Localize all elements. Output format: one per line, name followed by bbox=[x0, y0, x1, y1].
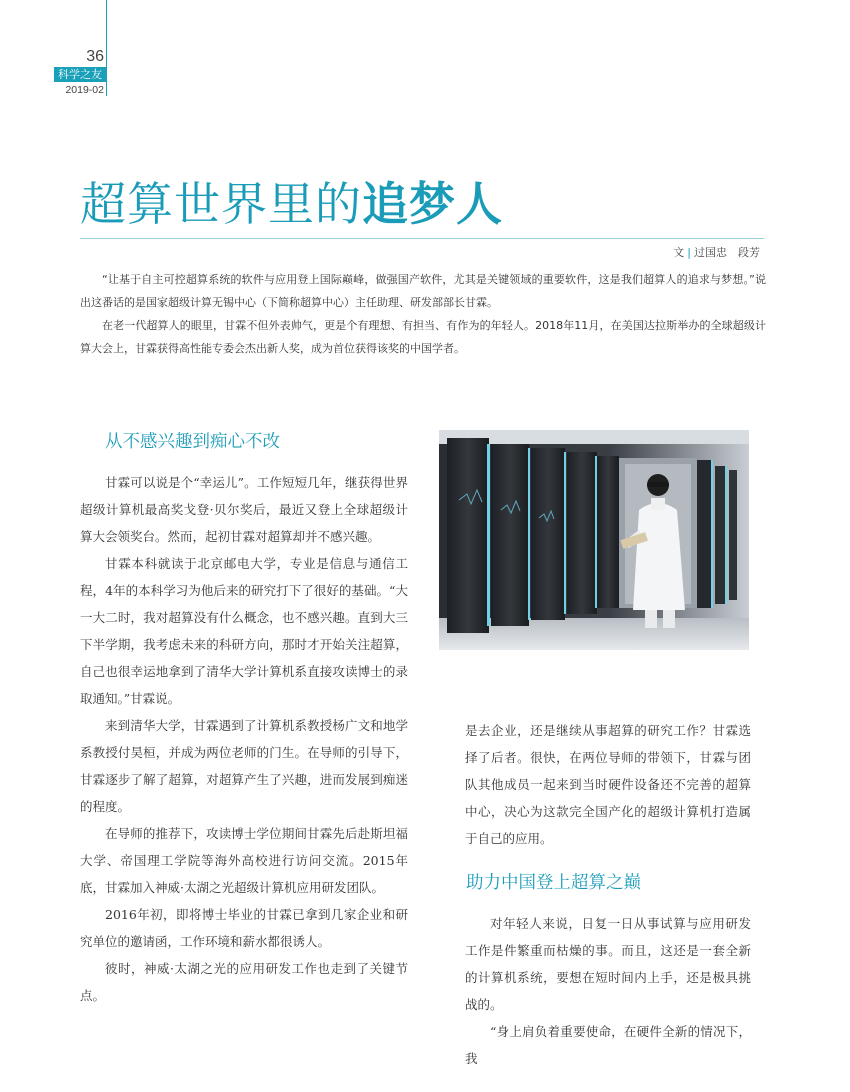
byline bbox=[673, 244, 760, 260]
lead-paragraph: 在老一代超算人的眼里，甘霖不但外表帅气，更是个有理想、有担当、有作为的年轻人。2018年11月，在美国达拉斯举办的全球超级计算大会上，甘霖获得高性能专委会杰出新人奖，成为首位获得该奖的中国学者。 bbox=[80, 319, 766, 355]
magazine-name: 科学之友 bbox=[54, 67, 106, 82]
body-paragraph: 在导师的推荐下，攻读博士学位期间甘霖先后赴斯坦福大学、帝国理工学院等海外高校进行访问交流。2015年底，甘霖加入神威·太湖之光超级计算机应用研发团队。 bbox=[80, 826, 408, 895]
body-paragraph: 2016年初，即将博士毕业的甘霖已拿到几家企业和研究单位的邀请函，工作环境和薪水都很诱人。 bbox=[80, 907, 408, 949]
article-title-light: 超算世界里的 bbox=[80, 177, 362, 231]
photo-illustration bbox=[439, 430, 749, 650]
header-vertical-rule bbox=[106, 0, 107, 96]
title-divider bbox=[80, 238, 764, 239]
body-paragraph: 彼时，神威·太湖之光的应用研发工作也走到了关键节点。 bbox=[80, 961, 408, 1003]
article-title bbox=[80, 176, 503, 232]
section-heading-2: 助力中国登上超算之巅 bbox=[466, 873, 641, 893]
supercomputer-photo bbox=[439, 430, 749, 650]
byline-authors: 过国忠 段芳 bbox=[694, 246, 760, 259]
body-paragraph: 来到清华大学，甘霖遇到了计算机系教授杨广文和地学系教授付昊桓，并成为两位老师的门生。在导师的引导下，甘霖逐步了解了超算，对超算产生了兴趣，进而发展到痴迷的程度。 bbox=[80, 718, 408, 814]
byline-prefix: 文 bbox=[673, 246, 685, 259]
body-paragraph: “身上肩负着重要使命，在硬件全新的情况下，我 bbox=[465, 1024, 751, 1066]
left-column bbox=[80, 469, 408, 1009]
page-number: 36 bbox=[86, 48, 104, 65]
issue-date: 2019-02 bbox=[65, 84, 104, 96]
body-paragraph: 甘霖可以说是个“幸运儿”。工作短短几年，继获得世界超级计算机最高奖戈登·贝尔奖后，最近又登上全球超级计算大会领奖台。然而，起初甘霖对超算却并不感兴趣。 bbox=[80, 475, 408, 544]
right-column-section-2 bbox=[465, 910, 751, 1072]
body-paragraph: 对年轻人来说，日复一日从事试算与应用研发工作是件繁重而枯燥的事。而且，这还是一套全新的计算机系统，要想在短时间内上手，还是极具挑战的。 bbox=[465, 916, 751, 1012]
lead-paragraphs bbox=[80, 268, 766, 360]
article-title-bold: 追梦人 bbox=[362, 177, 503, 231]
lead-paragraph: “让基于自主可控超算系统的软件与应用登上国际巅峰，做强国产软件，尤其是关键领域的重要软件，这是我们超算人的追求与梦想。”说出这番话的是国家超级计算无锡中心（下简称超算中心）主任助理、研发部部长甘霖。 bbox=[80, 273, 766, 309]
right-column-continued bbox=[465, 717, 751, 852]
byline-separator: | bbox=[687, 246, 691, 259]
section-heading-1: 从不感兴趣到痴心不改 bbox=[105, 432, 280, 452]
body-paragraph: 甘霖本科就读于北京邮电大学，专业是信息与通信工程，4年的本科学习为他后来的研究打下了很好的基础。“大一大二时，我对超算没有什么概念，也不感兴趣。直到大三下半学期，我考虑未来的科研方向，那时才开始关注超算，自己也很幸运地拿到了清华大学计算机系直接攻读博士的录取通知。”甘霖说。 bbox=[80, 556, 408, 706]
body-paragraph: 是去企业，还是继续从事超算的研究工作？甘霖选择了后者。很快，在两位导师的带领下，甘霖与团队其他成员一起来到当时硬件设备还不完善的超算中心，决心为这款完全国产化的超级计算机打造属于自己的应用。 bbox=[465, 723, 751, 846]
